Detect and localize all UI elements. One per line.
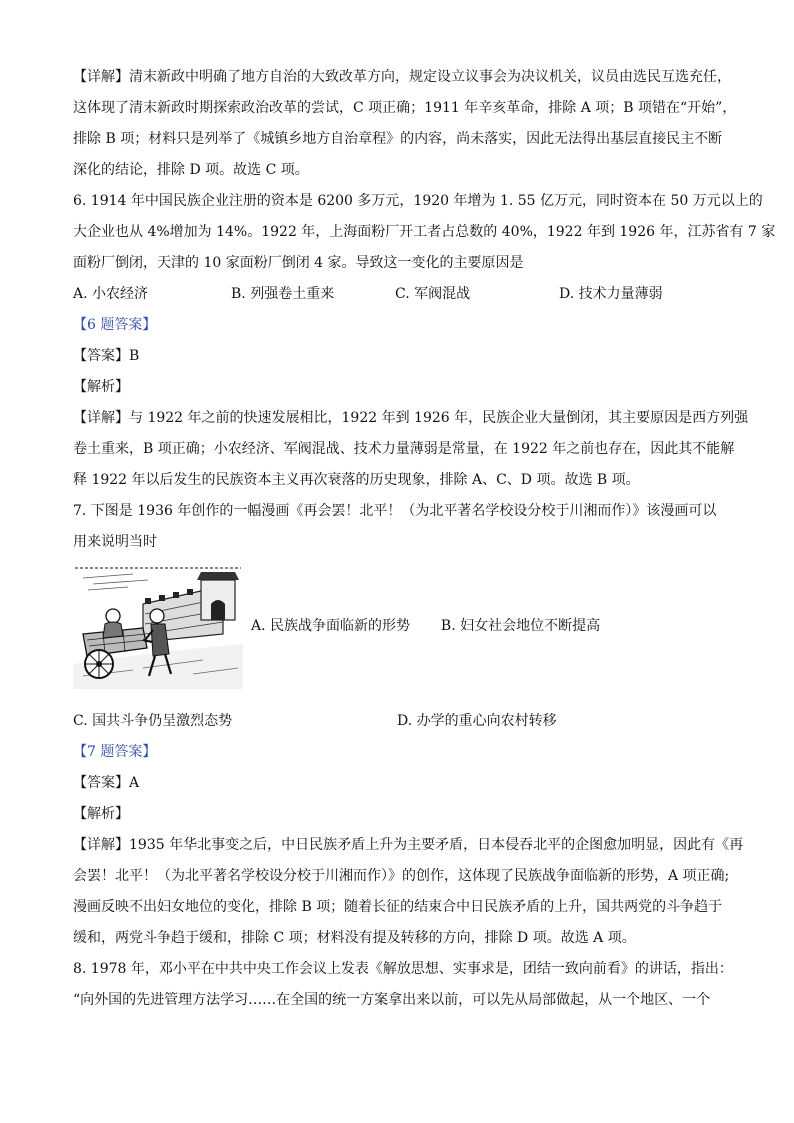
cartoon-illustration [73, 564, 243, 689]
text-line: 深化的结论，排除 D 项。故选 C 项。 [73, 162, 309, 178]
option-b: B. 妇女社会地位不断提高 [440, 618, 601, 634]
q7-options-row [73, 706, 725, 737]
q7-answer: 【答案】A [73, 775, 140, 791]
text-line: 释 1922 年以后发生的民族资本主义再次衰落的历史现象，排除 A、C、D 项。故选 B 项。 [73, 472, 640, 488]
text-line: 这体现了清末新政时期探索政治改革的尝试，C 项正确；1911 年辛亥革命，排除 A 项；B 项错在“开始”， [73, 100, 737, 116]
q7-options-inline [251, 611, 600, 642]
q5-detail [73, 62, 737, 186]
option-d: D. 技术力量薄弱 [559, 286, 663, 302]
option-d: D. 办学的重心向农村转移 [397, 713, 557, 729]
option-c: C. 国共斗争仍呈激烈态势 [73, 713, 233, 729]
text-line: 用来说明当时 [73, 534, 157, 550]
q6-answer-header: 【6 题答案】 [73, 317, 157, 333]
q7-stem [73, 496, 725, 558]
text-line: 【详解】与 1922 年之前的快速发展相比，1922 年到 1926 年，民族企业大量倒闭，其主要原因是西方列强 [73, 410, 749, 426]
option-a: A. 民族战争面临新的形势 [251, 618, 411, 634]
text-line: 面粉厂倒闭，天津的 10 家面粉厂倒闭 4 家。导致这一变化的主要原因是 [73, 255, 524, 271]
text-line: 卷土重来，B 项正确；小农经济、军阀混战、技术力量薄弱是常量，在 1922 年之前也存在，因此其不能解 [73, 441, 735, 457]
q7-figure-row [73, 564, 725, 692]
q6-options [73, 279, 725, 310]
text-line: 会罢！北平！（为北平著名学校设分校于川湘而作）》的创作，这体现了民族战争面临新的形势，A 项正确; [73, 868, 730, 884]
text-line: 大企业也从 4%增加为 14%。1922 年，上海面粉厂开工者占总数的 40%，1922 年到 1926 年，江苏省有 7 家 [73, 224, 776, 240]
cartoon-icon [73, 564, 243, 689]
document-page [73, 62, 776, 1016]
q6-analysis-label: 【解析】 [73, 379, 129, 395]
option-c: C. 军阀混战 [395, 286, 471, 302]
option-b: B. 列强卷土重来 [231, 286, 335, 302]
text-line: 8. 1978 年，邓小平在中共中央工作会议上发表《解放思想、实事求是，团结一致向前看》的讲话，指出： [73, 961, 733, 977]
q7-analysis-label: 【解析】 [73, 806, 129, 822]
text-line: 排除 B 项；材料只是列举了《城镇乡地方自治章程》的内容，尚未落实，因此无法得出基层直接民主不断 [73, 131, 723, 147]
q8-stem [73, 954, 733, 1016]
text-line: 6. 1914 年中国民族企业注册的资本是 6200 多万元，1920 年增为 1. 55 亿万元，同时资本在 50 万元以上的 [73, 193, 763, 209]
text-line: 【详解】1935 年华北事变之后，中日民族矛盾上升为主要矛盾，日本侵吞北平的企图愈加明显，因此有《再 [73, 837, 744, 853]
q7-answer-header: 【7 题答案】 [73, 744, 157, 760]
q7-detail [73, 830, 744, 954]
text-line: 【详解】清末新政中明确了地方自治的大致改革方向，规定设立议事会为决议机关，议员由选民互选充任， [73, 69, 731, 85]
text-line: 7. 下图是 1936 年创作的一幅漫画《再会罢！北平！（为北平著名学校设分校于川湘而作）》该漫画可以 [73, 503, 717, 519]
q6-detail [73, 403, 749, 496]
text-line: 缓和，两党斗争趋于缓和，排除 C 项；材料没有提及转移的方向，排除 D 项。故选 A 项。 [73, 930, 636, 946]
text-line: 漫画反映不出妇女地位的变化，排除 B 项；随着长征的结束合中日民族矛盾的上升，国共两党的斗争趋于 [73, 899, 723, 915]
q6-answer: 【答案】B [73, 348, 140, 364]
option-a: A. 小农经济 [73, 286, 149, 302]
q6-stem [73, 186, 776, 279]
text-line: “向外国的先进管理方法学习……在全国的统一方案拿出来以前，可以先从局部做起，从一个地区、一个 [73, 992, 711, 1008]
